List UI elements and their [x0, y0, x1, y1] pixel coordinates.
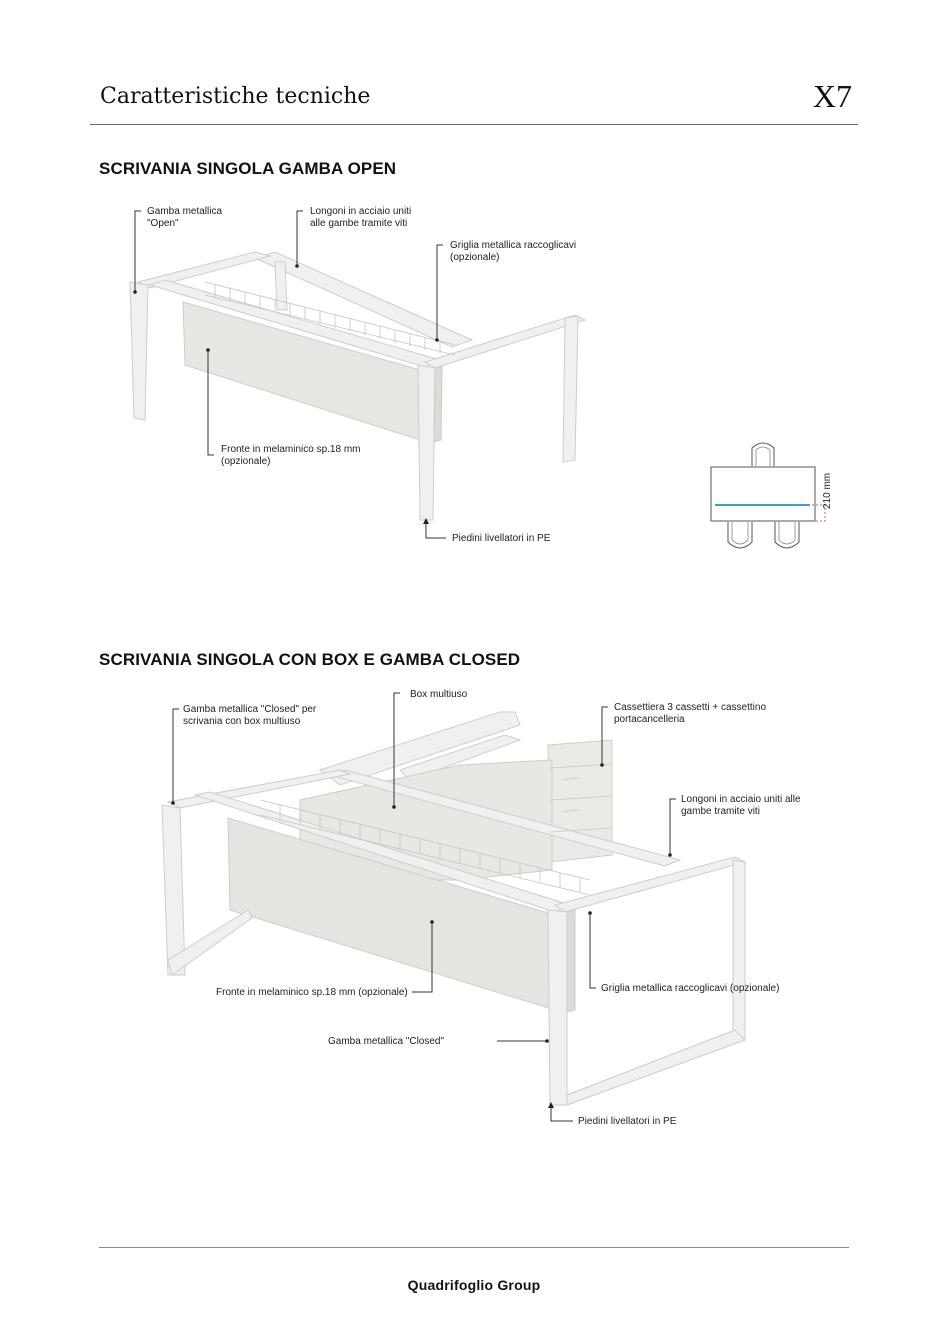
callout-line: portacancelleria	[614, 713, 685, 725]
dimension-label: 210 mm	[822, 472, 833, 509]
callout-box-multiuso	[410, 689, 467, 701]
callout-gamba-closed	[328, 1036, 444, 1048]
section-title-open: SCRIVANIA SINGOLA GAMBA OPEN	[99, 159, 397, 178]
callout-line: Longoni in acciaio uniti	[310, 206, 412, 217]
callout-line: Gamba metallica "Closed" per	[183, 704, 317, 715]
callout-line: Piedini livellatori in PE	[578, 1116, 677, 1127]
callout-griglia-closed	[601, 983, 779, 995]
footer-brand: Quadrifoglio Group	[407, 1277, 541, 1293]
callout-line: Griglia metallica raccoglicavi (opzionale)	[601, 983, 780, 994]
callout-line: Fronte in melaminico sp.18 mm (opzionale)	[216, 987, 408, 998]
callout-line: Griglia metallica raccoglicavi	[450, 240, 577, 251]
callout-line: Gamba metallica	[147, 206, 223, 217]
callout-piedini-closed	[578, 1116, 676, 1128]
page-title: Caratteristiche tecniche	[100, 84, 371, 109]
callout-line: Fronte in melaminico sp.18 mm	[221, 444, 361, 455]
callout-line: Piedini livellatori in PE	[452, 533, 551, 544]
callout-line: Longoni in acciaio uniti alle	[681, 794, 801, 805]
callout-line: scrivania con box multiuso	[183, 715, 301, 727]
callout-longoni-closed	[681, 794, 801, 817]
callout-line: Box multiuso	[410, 689, 468, 700]
callout-line: (opzionale)	[450, 251, 500, 263]
callout-line: (opzionale)	[221, 455, 271, 467]
product-code: X7	[812, 78, 852, 114]
callout-cassettiera	[614, 702, 766, 725]
callout-line: gambe tramite viti	[681, 805, 760, 817]
callout-line: Gamba metallica "Closed"	[328, 1036, 445, 1047]
callout-gamba-closed-box	[183, 704, 316, 727]
footer-divider	[99, 1247, 849, 1248]
section-title-closed: SCRIVANIA SINGOLA CON BOX E GAMBA CLOSED	[99, 650, 521, 669]
callout-line: Cassettiera 3 cassetti + cassettino	[614, 702, 767, 713]
callout-line: alle gambe tramite viti	[310, 217, 408, 229]
callout-fronte-closed	[216, 987, 408, 999]
callout-line: "Open"	[147, 217, 179, 229]
